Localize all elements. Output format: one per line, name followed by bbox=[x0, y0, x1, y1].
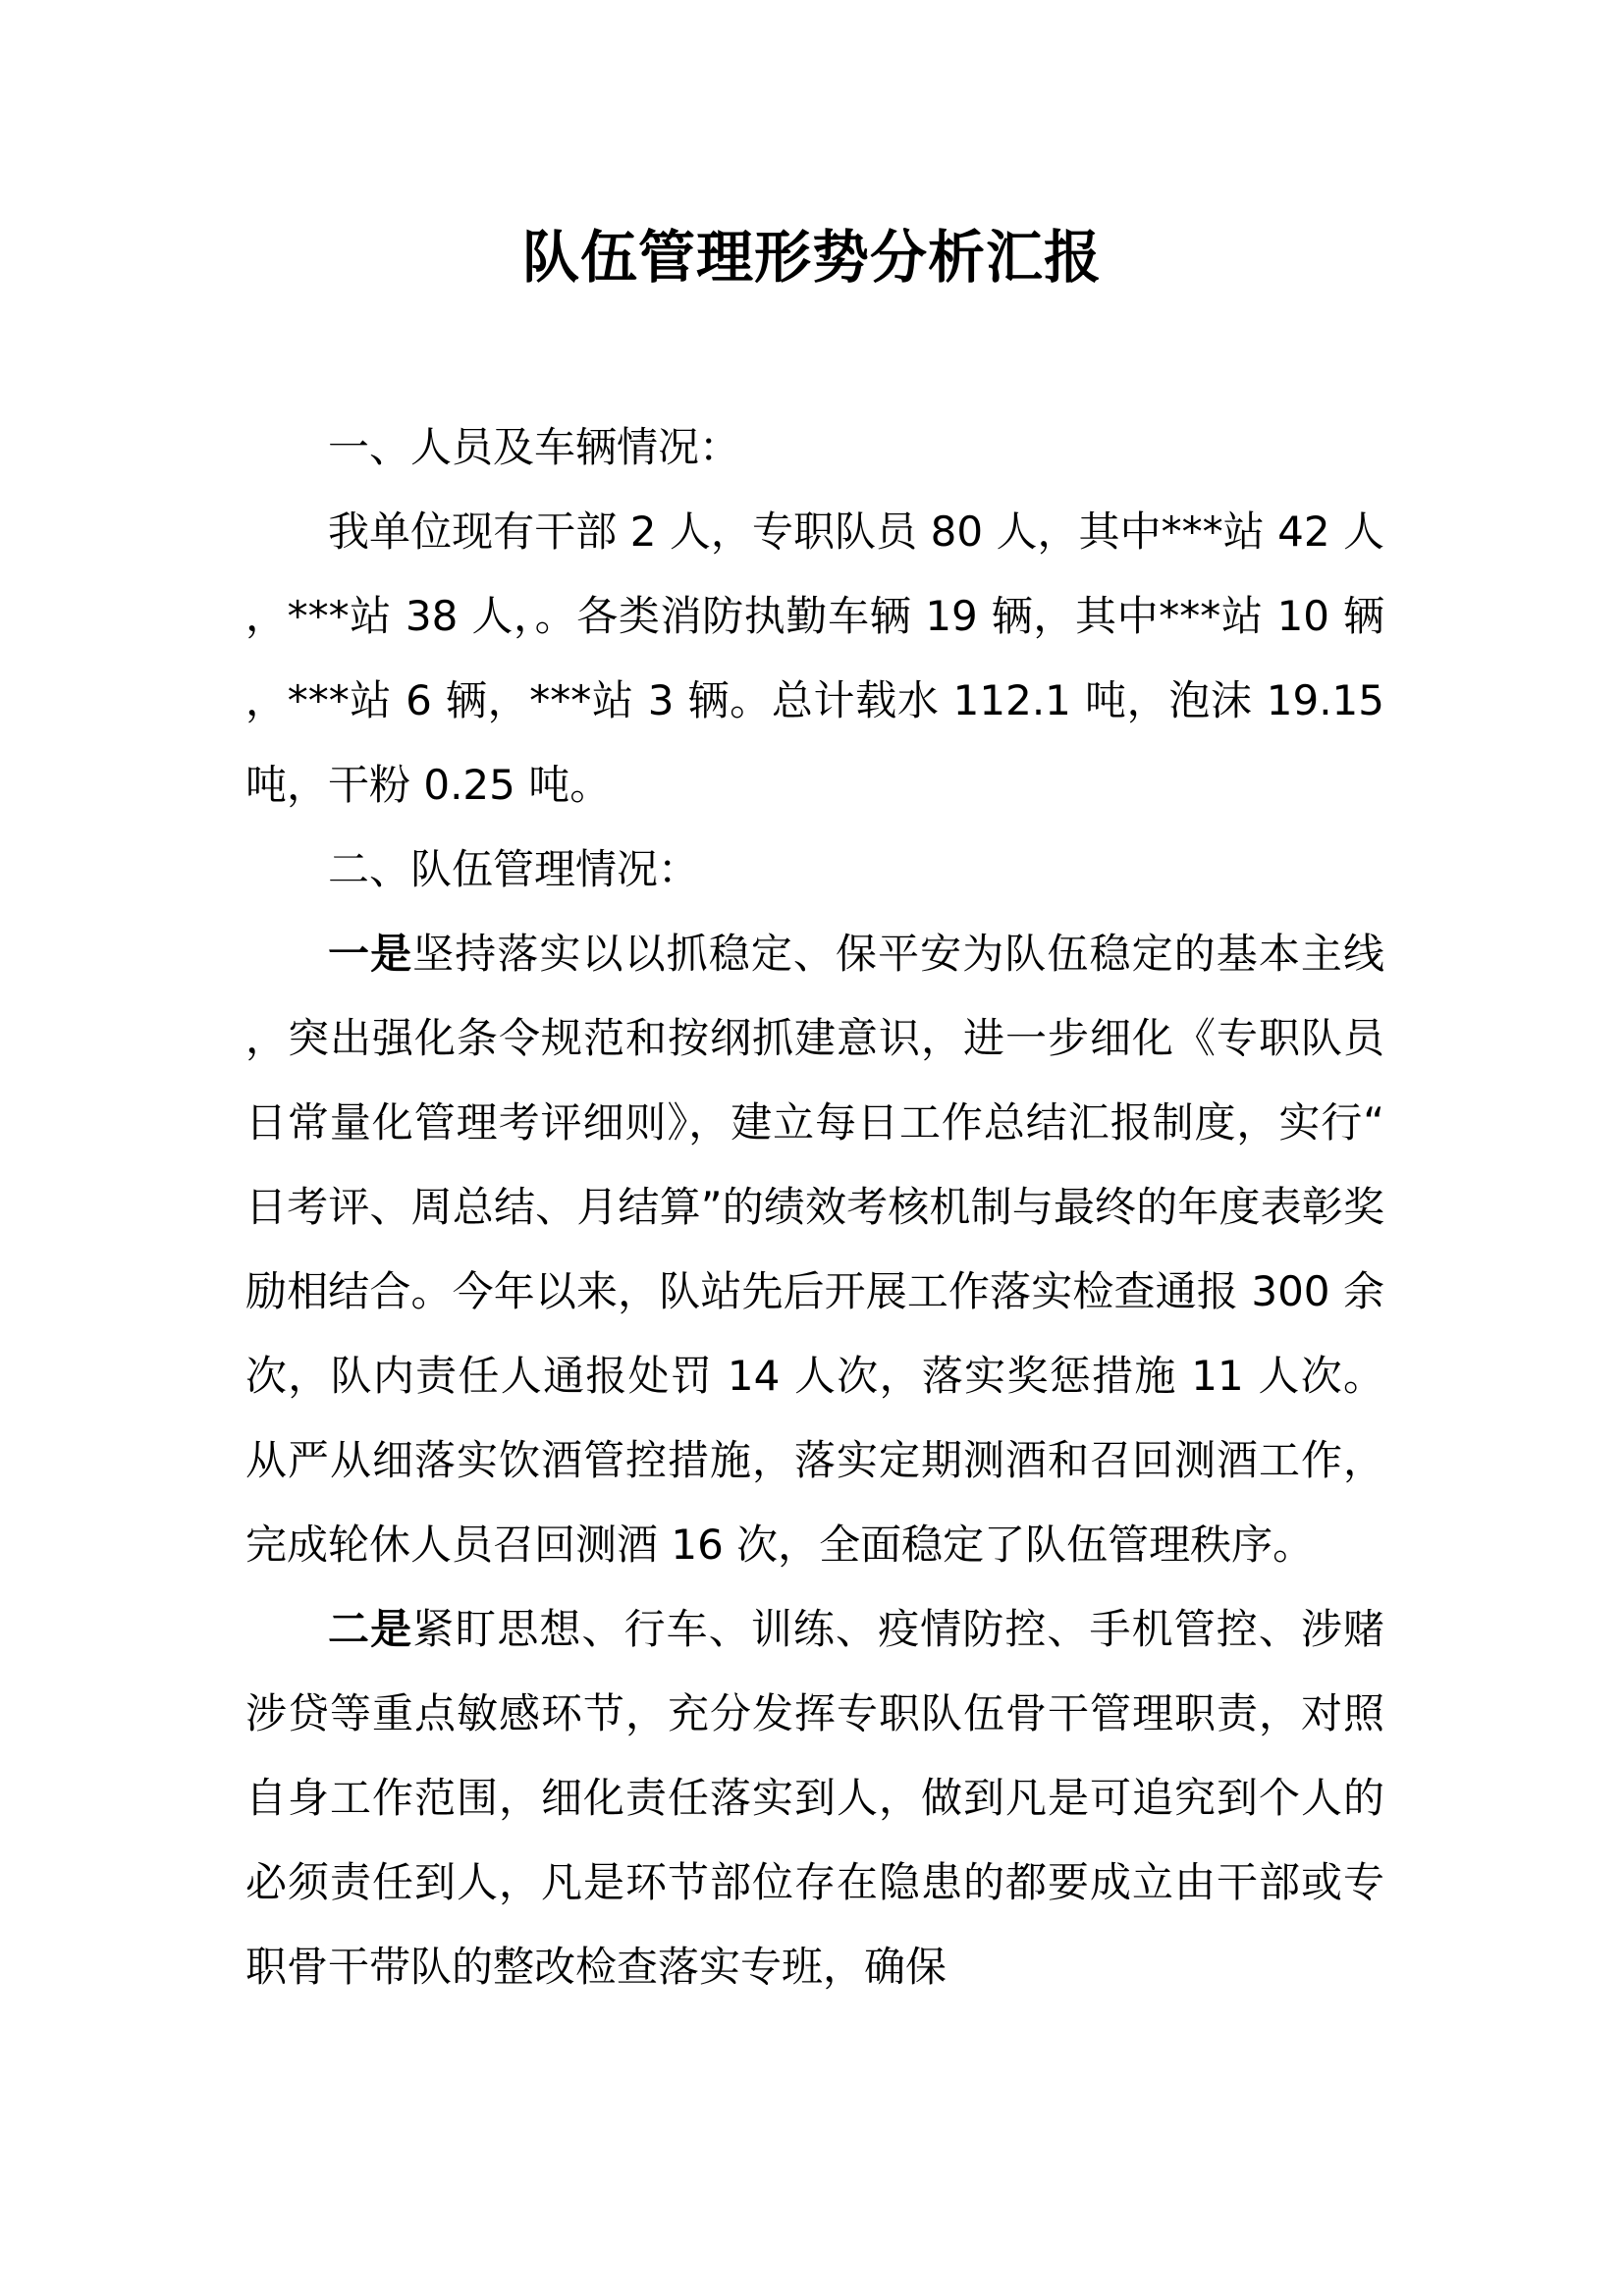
paragraph-point-1 bbox=[245, 912, 1384, 1587]
paragraph-point-2 bbox=[245, 1587, 1384, 2009]
point-2-lead: 二是 bbox=[328, 1605, 413, 1653]
point-1-lead: 一是 bbox=[328, 930, 413, 978]
point-1-text: 坚持落实以以抓稳定、保平安为队伍稳定的基本主线，突出强化条令规范和按纲抓建意识，进一步细化《专职队员日常量化管理考评细则》，建立每日工作总结汇报制度，实行“日考评、周总结、月结算”的绩效考核机制与最终的年度表彰奖励相结合。今年以来，队站先后开展工作落实检查通报 300 余次，队内责任人通报处罚 14 人次，落实奖惩措施 11 人次。从严从细落实饮酒管控措施，落实定期测酒和召回测酒工作，完成轮休人员召回测酒 16 次，全面稳定了队伍管理秩序。 bbox=[245, 930, 1384, 1569]
document-title: 队伍管理形势分析汇报 bbox=[521, 224, 1102, 291]
section-2-heading: 二、队伍管理情况： bbox=[328, 845, 700, 893]
section-1-paragraph: 我单位现有干部 2 人，专职队员 80 人，其中***站 42 人，***站 38 人，。各类消防执勤车辆 19 辆，其中***站 10 辆，***站 6 辆，***站 3 辆。总计载水 112.1 吨，泡沫 19.15 吨，干粉 0.25 吨。 bbox=[245, 507, 1384, 809]
document-body bbox=[245, 405, 1384, 2009]
point-2-text: 紧盯思想、行车、训练、疫情防控、手机管控、涉赌涉贷等重点敏感环节，充分发挥专职队伍骨干管理职责，对照自身工作范围，细化责任落实到人，做到凡是可追究到个人的必须责任到人，凡是环节部位存在隐患的都要成立由干部或专职骨干带队的整改检查落实专班，确保 bbox=[245, 1605, 1384, 1991]
section-1-heading: 一、人员及车辆情况： bbox=[328, 423, 741, 471]
